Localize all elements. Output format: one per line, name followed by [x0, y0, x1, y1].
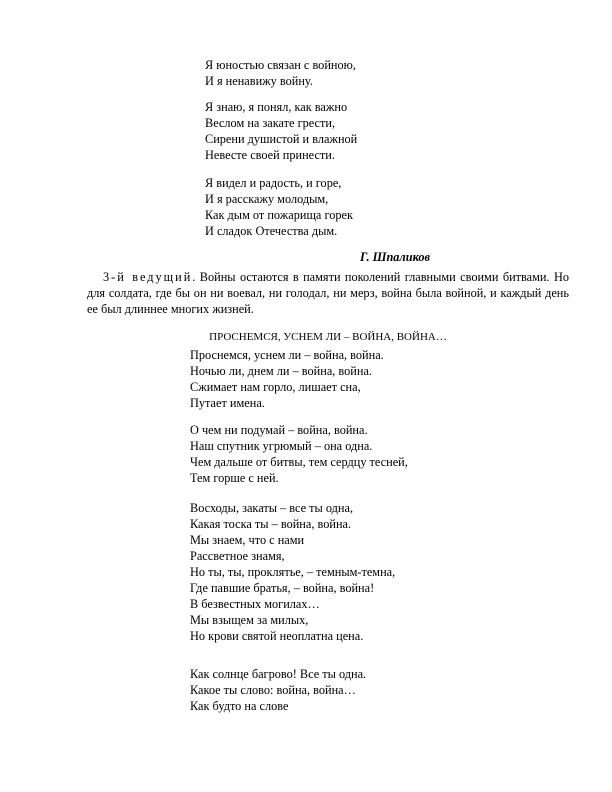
poem-line: Сирени душистой и влажной — [205, 132, 358, 146]
poem-line: В безвестных могилах… — [190, 597, 320, 611]
poem-line: Но крови святой неоплатна цена. — [190, 629, 364, 643]
poem-line: Какая тоска ты – война, война. — [190, 517, 352, 531]
poem-line: Я юностью связан с войною, — [205, 58, 356, 72]
poem-line: Веслом на закате грести, — [205, 116, 336, 130]
poem-title: ПРОСНЕМСЯ, УСНЕМ ЛИ – ВОЙНА, ВОЙНА… — [209, 331, 447, 343]
poem-line: Как будто на слове — [190, 699, 289, 713]
poem-author: Г. Шпаликов — [359, 250, 430, 264]
poem1-stanza-1 — [205, 57, 356, 89]
poem-line: Мы взыщем за милых, — [190, 613, 309, 627]
poem2-stanza-4 — [190, 666, 366, 714]
poem-line: Проснемся, уснем ли – война, война. — [190, 348, 384, 362]
poem-line: Какое ты слово: война, война… — [190, 683, 356, 697]
poem2-stanza-1 — [190, 347, 384, 411]
poem1-stanza-3 — [205, 175, 353, 239]
poem-line: Ночью ли, днем ли – война, война. — [190, 364, 372, 378]
paragraph-text: . Войны остаются в памяти поколений главными своими битвами. Но для солдата, где бы он ни воевал, ни голодал, ни мерз, война была войной, и каждый день ее был длиннее многих жизней. — [87, 270, 569, 316]
poem2-stanza-2 — [190, 422, 408, 486]
poem-line: Сжимает нам горло, лишает сна, — [190, 380, 361, 394]
poem-line: Где павшие братья, – война, война! — [190, 581, 375, 595]
poem-line: Как солнце багрово! Все ты одна. — [190, 667, 367, 681]
poem-line: Рассветное знамя, — [190, 549, 285, 563]
poem-line: Но ты, ты, проклятье, – темным-темна, — [190, 565, 396, 579]
poem-line: Путает имена. — [190, 396, 265, 410]
poem-line: Чем дальше от битвы, тем сердцу тесней, — [190, 455, 408, 469]
poem-line: Восходы, закаты – все ты одна, — [190, 501, 354, 515]
poem1-stanza-2 — [205, 99, 357, 163]
poem-line: И я расскажу молодым, — [205, 192, 329, 206]
poem-line: О чем ни подумай – война, война. — [190, 423, 368, 437]
poem-line: Тем горше с ней. — [190, 471, 279, 485]
poem-line: Наш спутник угрюмый – она одна. — [190, 439, 373, 453]
speaker-label: 3-й ведущий — [103, 270, 193, 284]
presenter-paragraph — [87, 269, 569, 317]
poem-line: И сладок Отечества дым. — [205, 224, 338, 238]
poem-line: И я ненавижу войну. — [205, 74, 313, 88]
poem-line: Я знаю, я понял, как важно — [205, 100, 348, 114]
poem-line: Невесте своей принести. — [205, 148, 335, 162]
poem-line: Как дым от пожарища горек — [205, 208, 353, 222]
poem-line: Я видел и радость, и горе, — [205, 176, 342, 190]
poem2-stanza-3 — [190, 500, 395, 644]
poem-line: Мы знаем, что с нами — [190, 533, 305, 547]
